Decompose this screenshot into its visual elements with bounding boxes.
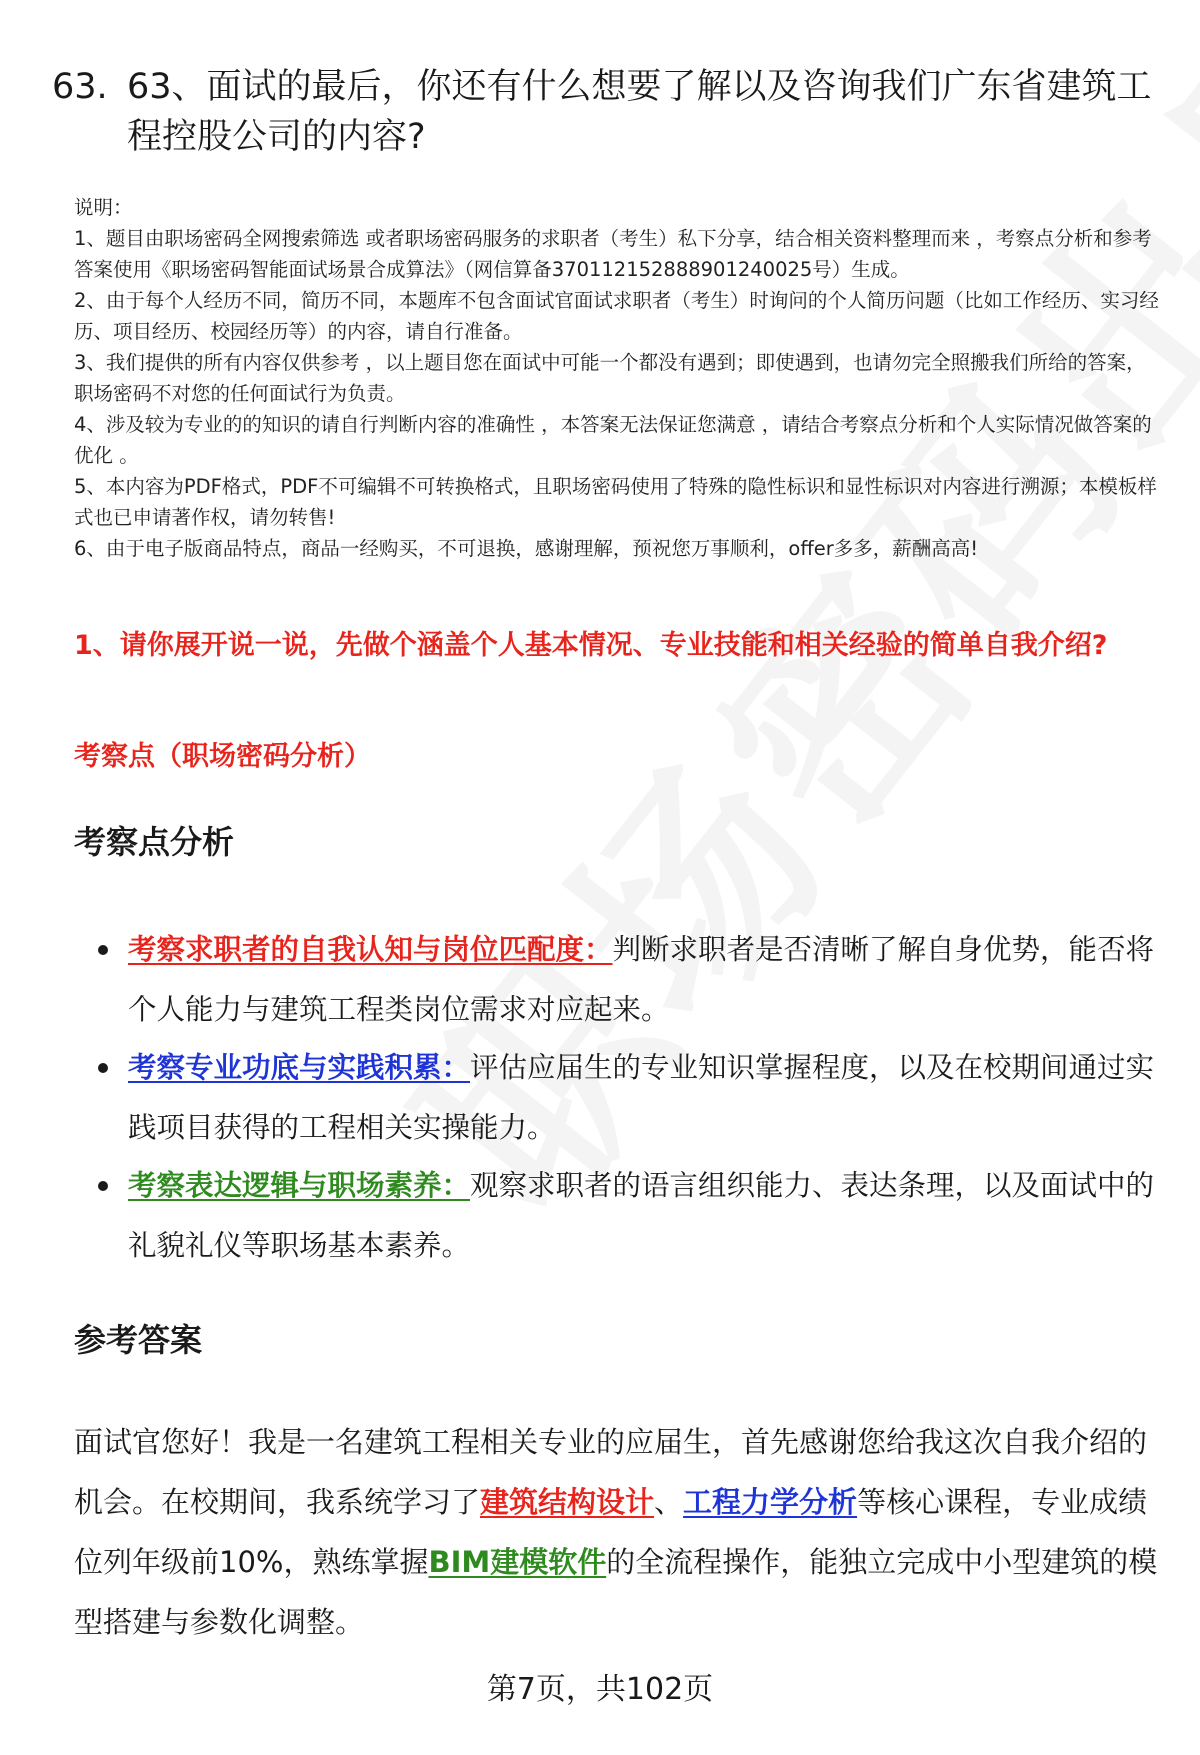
answer-text: 面试官您好！我是一名建筑工程相关专业的应届生，首先感谢您给我这次自我介绍的机会。在校期间，我系统学习了 bbox=[74, 1425, 1148, 1519]
note-item: 4、涉及较为专业的的知识的请自行判断内容的准确性 ，本答案无法保证您满意 ，请结合考察点分析和个人实际情况做答案的优化 。 bbox=[74, 413, 1152, 467]
answer-text: 、 bbox=[654, 1485, 684, 1519]
question-number: 63. bbox=[52, 67, 108, 107]
bullet-dot bbox=[98, 945, 108, 955]
list-item bbox=[128, 920, 1158, 1040]
bullet-text: 观察求职者的语言组织能力、表达条理，以及面试中的礼貌礼仪等职场基本素养。 bbox=[128, 1169, 1155, 1262]
kaochadian-label: 考察点（职场密码分析） bbox=[74, 741, 371, 772]
answer-keyword: 工程力学分析 bbox=[683, 1485, 858, 1519]
answer-heading: 参考答案 bbox=[74, 1321, 203, 1359]
answer-text: 等核心课程，专业成绩位列年级前10%，熟练掌握 bbox=[74, 1485, 1148, 1579]
bullet-text: 判断求职者是否清晰了解自身优势，能否将个人能力与建筑工程类岗位需求对应起来。 bbox=[128, 933, 1155, 1026]
bullet-dot bbox=[98, 1181, 108, 1191]
bullet-keyword: 考察求职者的自我认知与岗位匹配度： bbox=[128, 933, 613, 966]
note-item: 2、由于每个人经历不同，简历不同，本题库不包含面试官面试求职者（考生）时询问的个人简历问题（比如工作经历、实习经历、项目经历、校园经历等）的内容，请自行准备。 bbox=[74, 289, 1159, 343]
answer-keyword: 建筑结构设计 bbox=[480, 1485, 655, 1519]
answer-text: 的全流程操作，能独立完成中小型建筑的模型搭建与参数化调整。 bbox=[74, 1545, 1158, 1639]
note-item: 3、我们提供的所有内容仅供参考 ，以上题目您在面试中可能一个都没有遇到；即使遇到，也请勿完全照搬我们所给的答案，职场密码不对您的任何面试行为负责。 bbox=[74, 351, 1146, 405]
bullet-keyword: 考察表达逻辑与职场素养： bbox=[128, 1169, 471, 1202]
list-item bbox=[128, 1156, 1158, 1276]
analysis-heading: 考察点分析 bbox=[74, 823, 235, 861]
question-title bbox=[52, 62, 1152, 162]
bullet-dot bbox=[98, 1063, 108, 1073]
bullet-text: 评估应届生的专业知识掌握程度，以及在校期间通过实践项目获得的工程相关实操能力。 bbox=[128, 1051, 1155, 1144]
list-item bbox=[128, 1038, 1158, 1158]
notes-heading: 说明： bbox=[74, 196, 133, 219]
note-item: 1、题目由职场密码全网搜索筛选 或者职场密码服务的求职者（考生）私下分享，结合相关资料整理而来 ，考察点分析和参考答案使用《职场密码智能面试场景合成算法》（网信算备370112152888901240025号）生成。 bbox=[74, 227, 1152, 281]
bullet-keyword: 考察专业功底与实践积累： bbox=[128, 1051, 471, 1084]
note-item: 6、由于电子版商品特点，商品一经购买，不可退换，感谢理解，预祝您万事顺利，offer多多，薪酬高高! bbox=[74, 537, 979, 560]
answer-paragraph bbox=[74, 1412, 1159, 1652]
answer-keyword: BIM建模软件 bbox=[428, 1545, 607, 1579]
notes-block bbox=[74, 192, 1159, 564]
note-item: 5、本内容为PDF格式，PDF不可编辑不可转换格式，且职场密码使用了特殊的隐性标识和显性标识对内容进行溯源；本模板样式也已申请著作权，请勿转售! bbox=[74, 475, 1157, 529]
sample-question: 1、请你展开说一说，先做个涵盖个人基本情况、专业技能和相关经验的简单自我介绍? bbox=[74, 630, 1108, 661]
question-text: 63、面试的最后，你还有什么想要了解以及咨询我们广东省建筑工程控股公司的内容? bbox=[127, 67, 1152, 157]
page-footer: 第7页，共102页 bbox=[486, 1672, 714, 1707]
